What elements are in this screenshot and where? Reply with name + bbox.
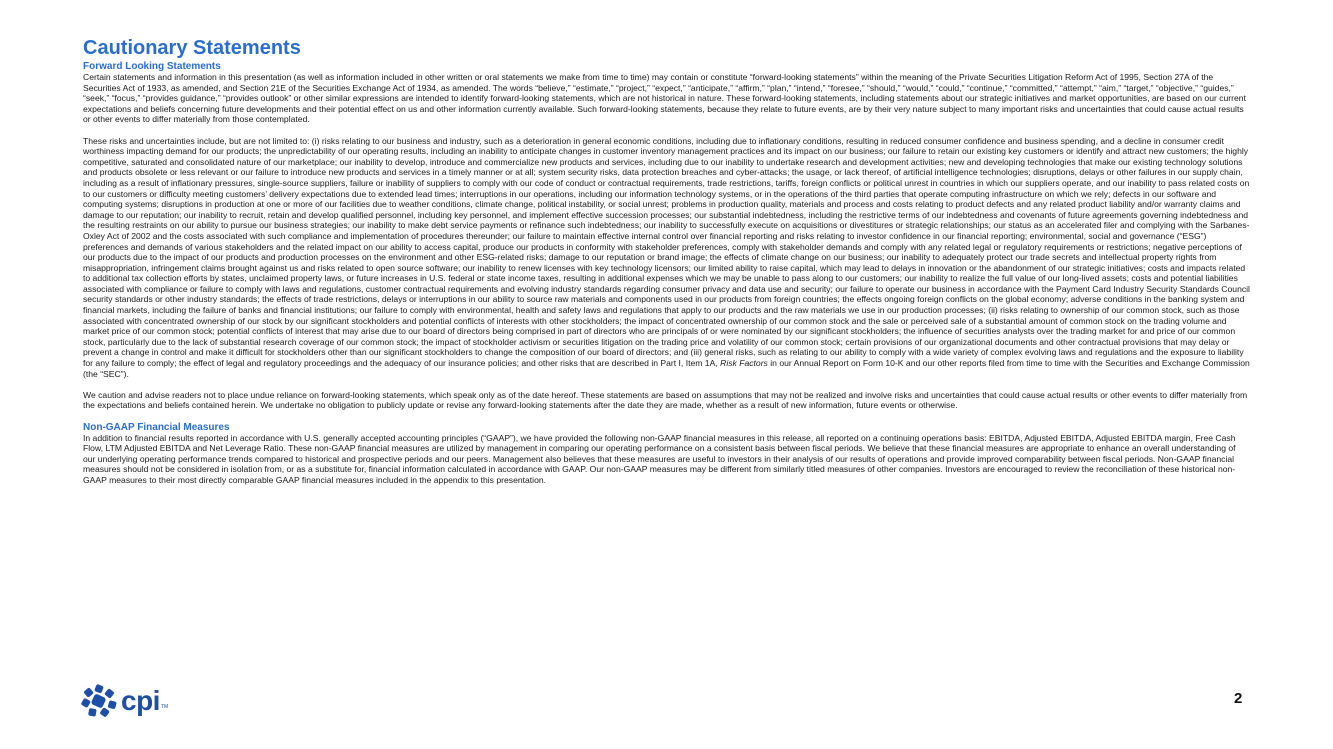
risk-list-tail: in our Annual Report on Form 10-K and our other reports filed from time to time with the Securities and Exchange Commission (the “SEC”). xyxy=(83,358,1250,379)
page-number: 2 xyxy=(1234,690,1243,707)
logo-wordmark: cpi xyxy=(121,685,160,716)
cpi-starburst-logo-icon xyxy=(80,684,118,718)
forward-looking-paragraph-3: We caution and advise readers not to place undue reliance on forward-looking statements, which speak only as of the date hereof. These statements are based on assumptions that may not be realized and involve risks and uncertainties that could cause actual results or other events to differ materially from the expectations and beliefs contained herein. We undertake no obligation to publicly update or revise any forward-looking statements after the date they are made, whether as a result of new information, future events or otherwise. xyxy=(83,389,1248,411)
slide-content xyxy=(83,36,1250,496)
forward-looking-heading: Forward Looking Statements xyxy=(83,61,221,72)
non-gaap-paragraph: In addition to financial results reported in accordance with U.S. generally accepted accounting principles (“GAAP”), we have provided the following non-GAAP financial measures in this release, all reported on a continuing operations basis: EBITDA, Adjusted EBITDA, Adjusted EBITDA margin, Free Cash Flow, LTM Adjusted EBITDA and Net Leverage Ratio. These non-GAAP financial measures are utilized by management in comparing our operating performance on a consistent basis between fiscal periods. We believe that these financial measures are appropriate to enhance an overall understanding of our underlying operating performance trends compared to historical and prospective periods and our peers. Management also believes that these measures are useful to investors in their analysis of our results of operations and provide improved comparability between fiscal periods. Non-GAAP financial measures should not be considered in isolation from, or as a substitute for, financial information calculated in accordance with GAAP. Our non-GAAP measures may be different from similarly titled measures of other companies. Investors are encouraged to review the reconciliation of these historical non-GAAP measures to their most directly comparable GAAP financial measures included in the appendix to this presentation. xyxy=(83,432,1236,485)
page-title: Cautionary Statements xyxy=(83,37,301,59)
forward-looking-paragraph-2 xyxy=(83,136,1250,380)
company-logo xyxy=(80,684,168,718)
non-gaap-heading: Non-GAAP Financial Measures xyxy=(83,421,230,433)
logo-trademark: TM xyxy=(160,704,169,710)
risk-factors-italic: Risk Factors xyxy=(720,358,768,369)
risk-list-text: These risks and uncertainties include, but are not limited to: (i) risks relating to our business and industry, such as a deterioration in general economic conditions, including due to inflationary conditions, resulting in reduced consumer confidence and business spending, and a decline in consumer credit worthiness impacting demand for our products; the unpredictability of our operating results, including an inability to anticipate changes in customer inventory management practices and its impact on our business; our failure to retain our existing key customers or identify and attract new customers; the highly competitive, saturated and consolidated nature of our marketplace; our inability to develop, introduce and commercialize new products and services, including due to our inability to undertake research and development activities; new and developing technologies that make our existing technology solutions and products obsolete or less relevant or our failure to introduce new products and services in a timely manner or at all; system security risks, data protection breaches and cyber-attacks; the usage, or lack thereof, of artificial intelligence technologies; disruptions, delays or other failures in our supply chain, including as a result of inflationary pressures, single-source suppliers, failure or inability of suppliers to comply with our code of conduct or contractual requirements, trade restrictions, tariffs, foreign conflicts or political unrest in countries in which our suppliers operate, and our inability to pass related costs on to our customers or difficulty meeting customers’ delivery expectations due to extended lead times; interruptions in our operations, including our information technology systems, or in the operations of the third parties that operate computing infrastructure on which we rely; defects in our software and computing systems; disruptions in production at one or more of our facilities due to weather conditions, climate change, political instability, or social unrest; problems in production quality, materials and process and costs relating to product defects and any related product liability and/or warranty claims and damage to our reputation; our inability to recruit, retain and develop qualified personnel, including key personnel, and implement effective succession processes; our substantial indebtedness, including the restrictive terms of our indebtedness and covenants of future agreements governing indebtedness and the resulting restraints on our ability to pursue our business strategies; our inability to make debt service payments or refinance such indebtedness; our inability to successfully execute on acquisitions or divestitures or strategic relationships; our status as an accelerated filer and complying with the Sarbanes-Oxley Act of 2002 and the costs associated with such compliance and implementation of procedures thereunder; our failure to maintain effective internal control over financial reporting and risks relating to investor confidence in our financial reporting; environmental, social and governance (“ESG”) preferences and demands of various stakeholders and the related impact on our ability to access capital, produce our products in conformity with stakeholder preferences, comply with stakeholder demands and comply with any related legal or regulatory requirements or restrictions; negative perceptions of our products due to the impact of our products and production processes on the environment and other ESG-related risks; damage to our reputation or brand image; the effects of climate change on our business; our inability to adequately protect our trade secrets and intellectual property rights from misappropriation, infringement claims brought against us and risks related to open source software; our inability to renew licenses with key technology licensors; our limited ability to raise capital, which may lead to delays in innovation or the abandonment of our strategic initiatives; costs and impacts related to additional tax collection efforts by states, unclaimed property laws, or future increases in U.S. federal or state income taxes, resulting in additional expenses which we may be unable to pass along to our customers; our inability to realize the full value of our long-lived assets; costs and potential liabilities associated with compliance or failure to comply with laws and regulations, customer contractual requirements and evolving industry standards regarding consumer privacy and data use and security; our failure to operate our business in accordance with the Payment Card Industry Security Standards Council security standards or other industry standards; the effects of trade restrictions, delays or interruptions in our ability to source raw materials and components used in our products from foreign countries; the effects ongoing foreign conflicts on the global economy; adverse conditions in the banking system and financial markets, including the failure of banks and financial institutions; our failure to comply with environmental, health and safety laws and regulations that apply to our products and the raw materials we use in our production processes; (ii) risks relating to ownership of our common stock, such as those associated with concentrated ownership of our stock by our significant stockholders and potential conflicts of interests with other stockholders; the impact of concentrated ownership of our common stock and the sale or perceived sale of a substantial amount of common stock on the trading volume and market price of our common stock; potential conflicts of interest that may arise due to our board of directors being comprised in part of directors who are principals of or were nominated by our significant stockholders; the influence of securities analysts over the trading market for and price of our common stock, particularly due to the lack of substantial research coverage of our common stock; the impact of stockholder activism or securities litigation on the trading price and volatility of our common stock; certain provisions of our organizational documents and other contractual provisions that may delay or prevent a change in control and make it difficult for stockholders other than our significant stockholders to change the composition of our board of directors; and (iii) general risks, such as relating to our ability to comply with a wide variety of complex evolving laws and regulations and the exposure to liability for any failure to comply; the effect of legal and regulatory proceedings and the adequacy of our insurance policies; and other risks that are described in Part I, Item 1A, xyxy=(83,135,1250,369)
forward-looking-paragraph-1: Certain statements and information in this presentation (as well as information included in other written or oral statements we make from time to time) may contain or constitute “forward-looking statements” within the meaning of the Private Securities Litigation Reform Act of 1995, Section 27A of the Securities Act of 1933, as amended, and Section 21E of the Securities Exchange Act of 1934, as amended. The words “believe,” “estimate,” “project,” “expect,” “anticipate,” “affirm,” “plan,” “intend,” “foresee,” “should,” “would,” “could,” “continue,” “committed,” “attempt,” “aim,” “target,” “objective,” “guides,” “seek,” “focus,” “provides guidance,” “provides outlook” or other similar expressions are intended to identify forward-looking statements, which are not historical in nature. These forward-looking statements, including statements about our strategic initiatives and market opportunities, are based on our current expectations and beliefs concerning future developments and their potential effect on us and other information currently available. Such forward-looking statements, because they relate to future events, are by their very nature subject to many important risks and uncertainties that could cause actual results or other events to differ materially from those contemplated. xyxy=(83,72,1246,125)
